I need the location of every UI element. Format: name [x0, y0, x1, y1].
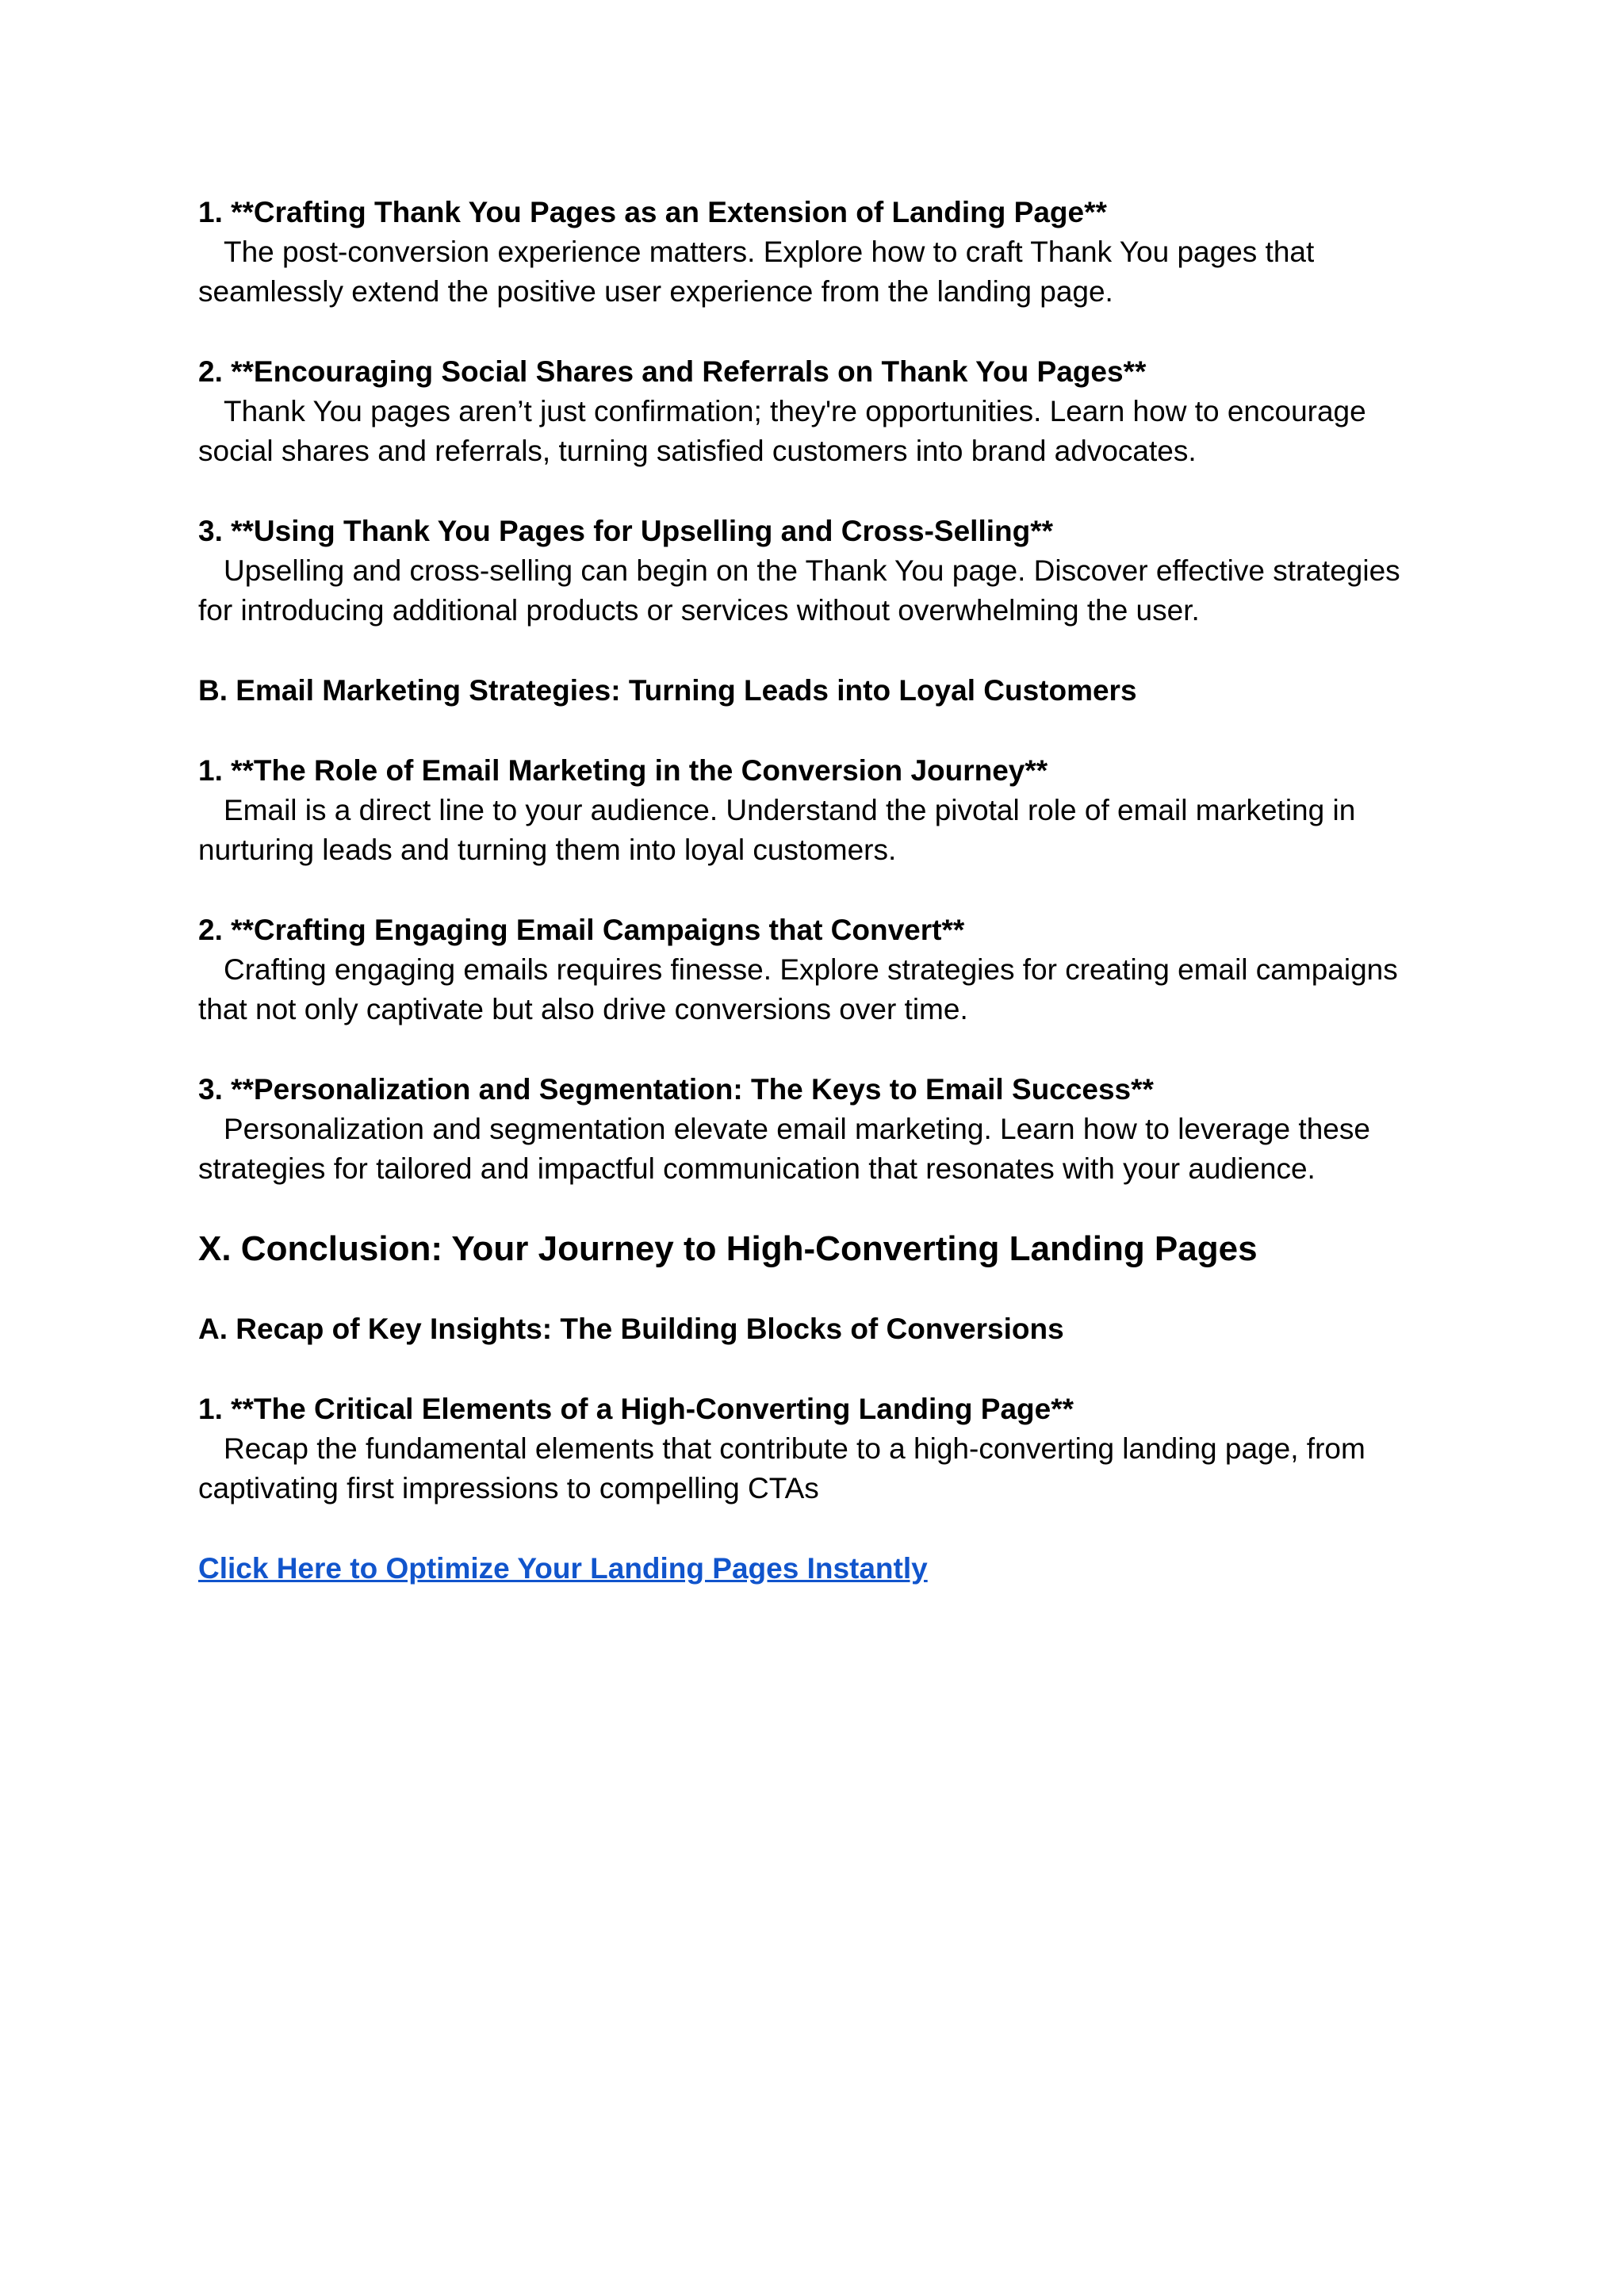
item-body: Thank You pages aren’t just confirmation; they're opportunities. Learn how to encourage social shares and referrals, turning satisfied customers into brand advocates.: [198, 395, 1366, 467]
list-item: [198, 352, 1435, 471]
item-title: 1. **The Role of Email Marketing in the Conversion Journey**: [198, 754, 1048, 787]
list-item: [198, 193, 1435, 312]
item-body: Crafting engaging emails requires finesse. Explore strategies for creating email campaigns that not only captivate but also drive conversions over time.: [198, 953, 1398, 1025]
subsection-heading-email-marketing: B. Email Marketing Strategies: Turning Leads into Loyal Customers: [198, 674, 1137, 707]
section-heading-conclusion: X. Conclusion: Your Journey to High-Converting Landing Pages: [198, 1229, 1258, 1268]
item-title: 2. **Crafting Engaging Email Campaigns that Convert**: [198, 914, 965, 946]
list-item: [198, 1389, 1435, 1508]
list-item: [198, 910, 1435, 1029]
item-body: Upselling and cross-selling can begin on the Thank You page. Discover effective strategies for introducing additional products or services without overwhelming the user.: [198, 554, 1400, 627]
subsection-heading-recap: A. Recap of Key Insights: The Building Blocks of Conversions: [198, 1313, 1064, 1345]
item-title: 3. **Using Thank You Pages for Upselling and Cross-Selling**: [198, 515, 1054, 547]
item-body: The post-conversion experience matters. Explore how to craft Thank You pages that seamlessly extend the positive user experience from the landing page.: [198, 236, 1315, 308]
item-body: Email is a direct line to your audience. Understand the pivotal role of email marketing in nurturing leads and turning them into loyal customers.: [198, 794, 1356, 866]
list-item: [198, 751, 1435, 870]
list-item: [198, 1070, 1435, 1189]
optimize-landing-pages-link[interactable]: Click Here to Optimize Your Landing Pages Instantly: [198, 1552, 928, 1585]
document-body: [198, 193, 1435, 1589]
item-title: 3. **Personalization and Segmentation: The Keys to Email Success**: [198, 1073, 1154, 1106]
list-item: [198, 512, 1435, 631]
item-body: Personalization and segmentation elevate email marketing. Learn how to leverage these strategies for tailored and impactful communication that resonates with your audience.: [198, 1113, 1370, 1185]
item-title: 2. **Encouraging Social Shares and Referrals on Thank You Pages**: [198, 355, 1147, 388]
item-title: 1. **The Critical Elements of a High-Converting Landing Page**: [198, 1393, 1074, 1425]
item-body: Recap the fundamental elements that contribute to a high-converting landing page, from captivating first impressions to compelling CTAs: [198, 1432, 1365, 1504]
item-title: 1. **Crafting Thank You Pages as an Extension of Landing Page**: [198, 196, 1107, 228]
